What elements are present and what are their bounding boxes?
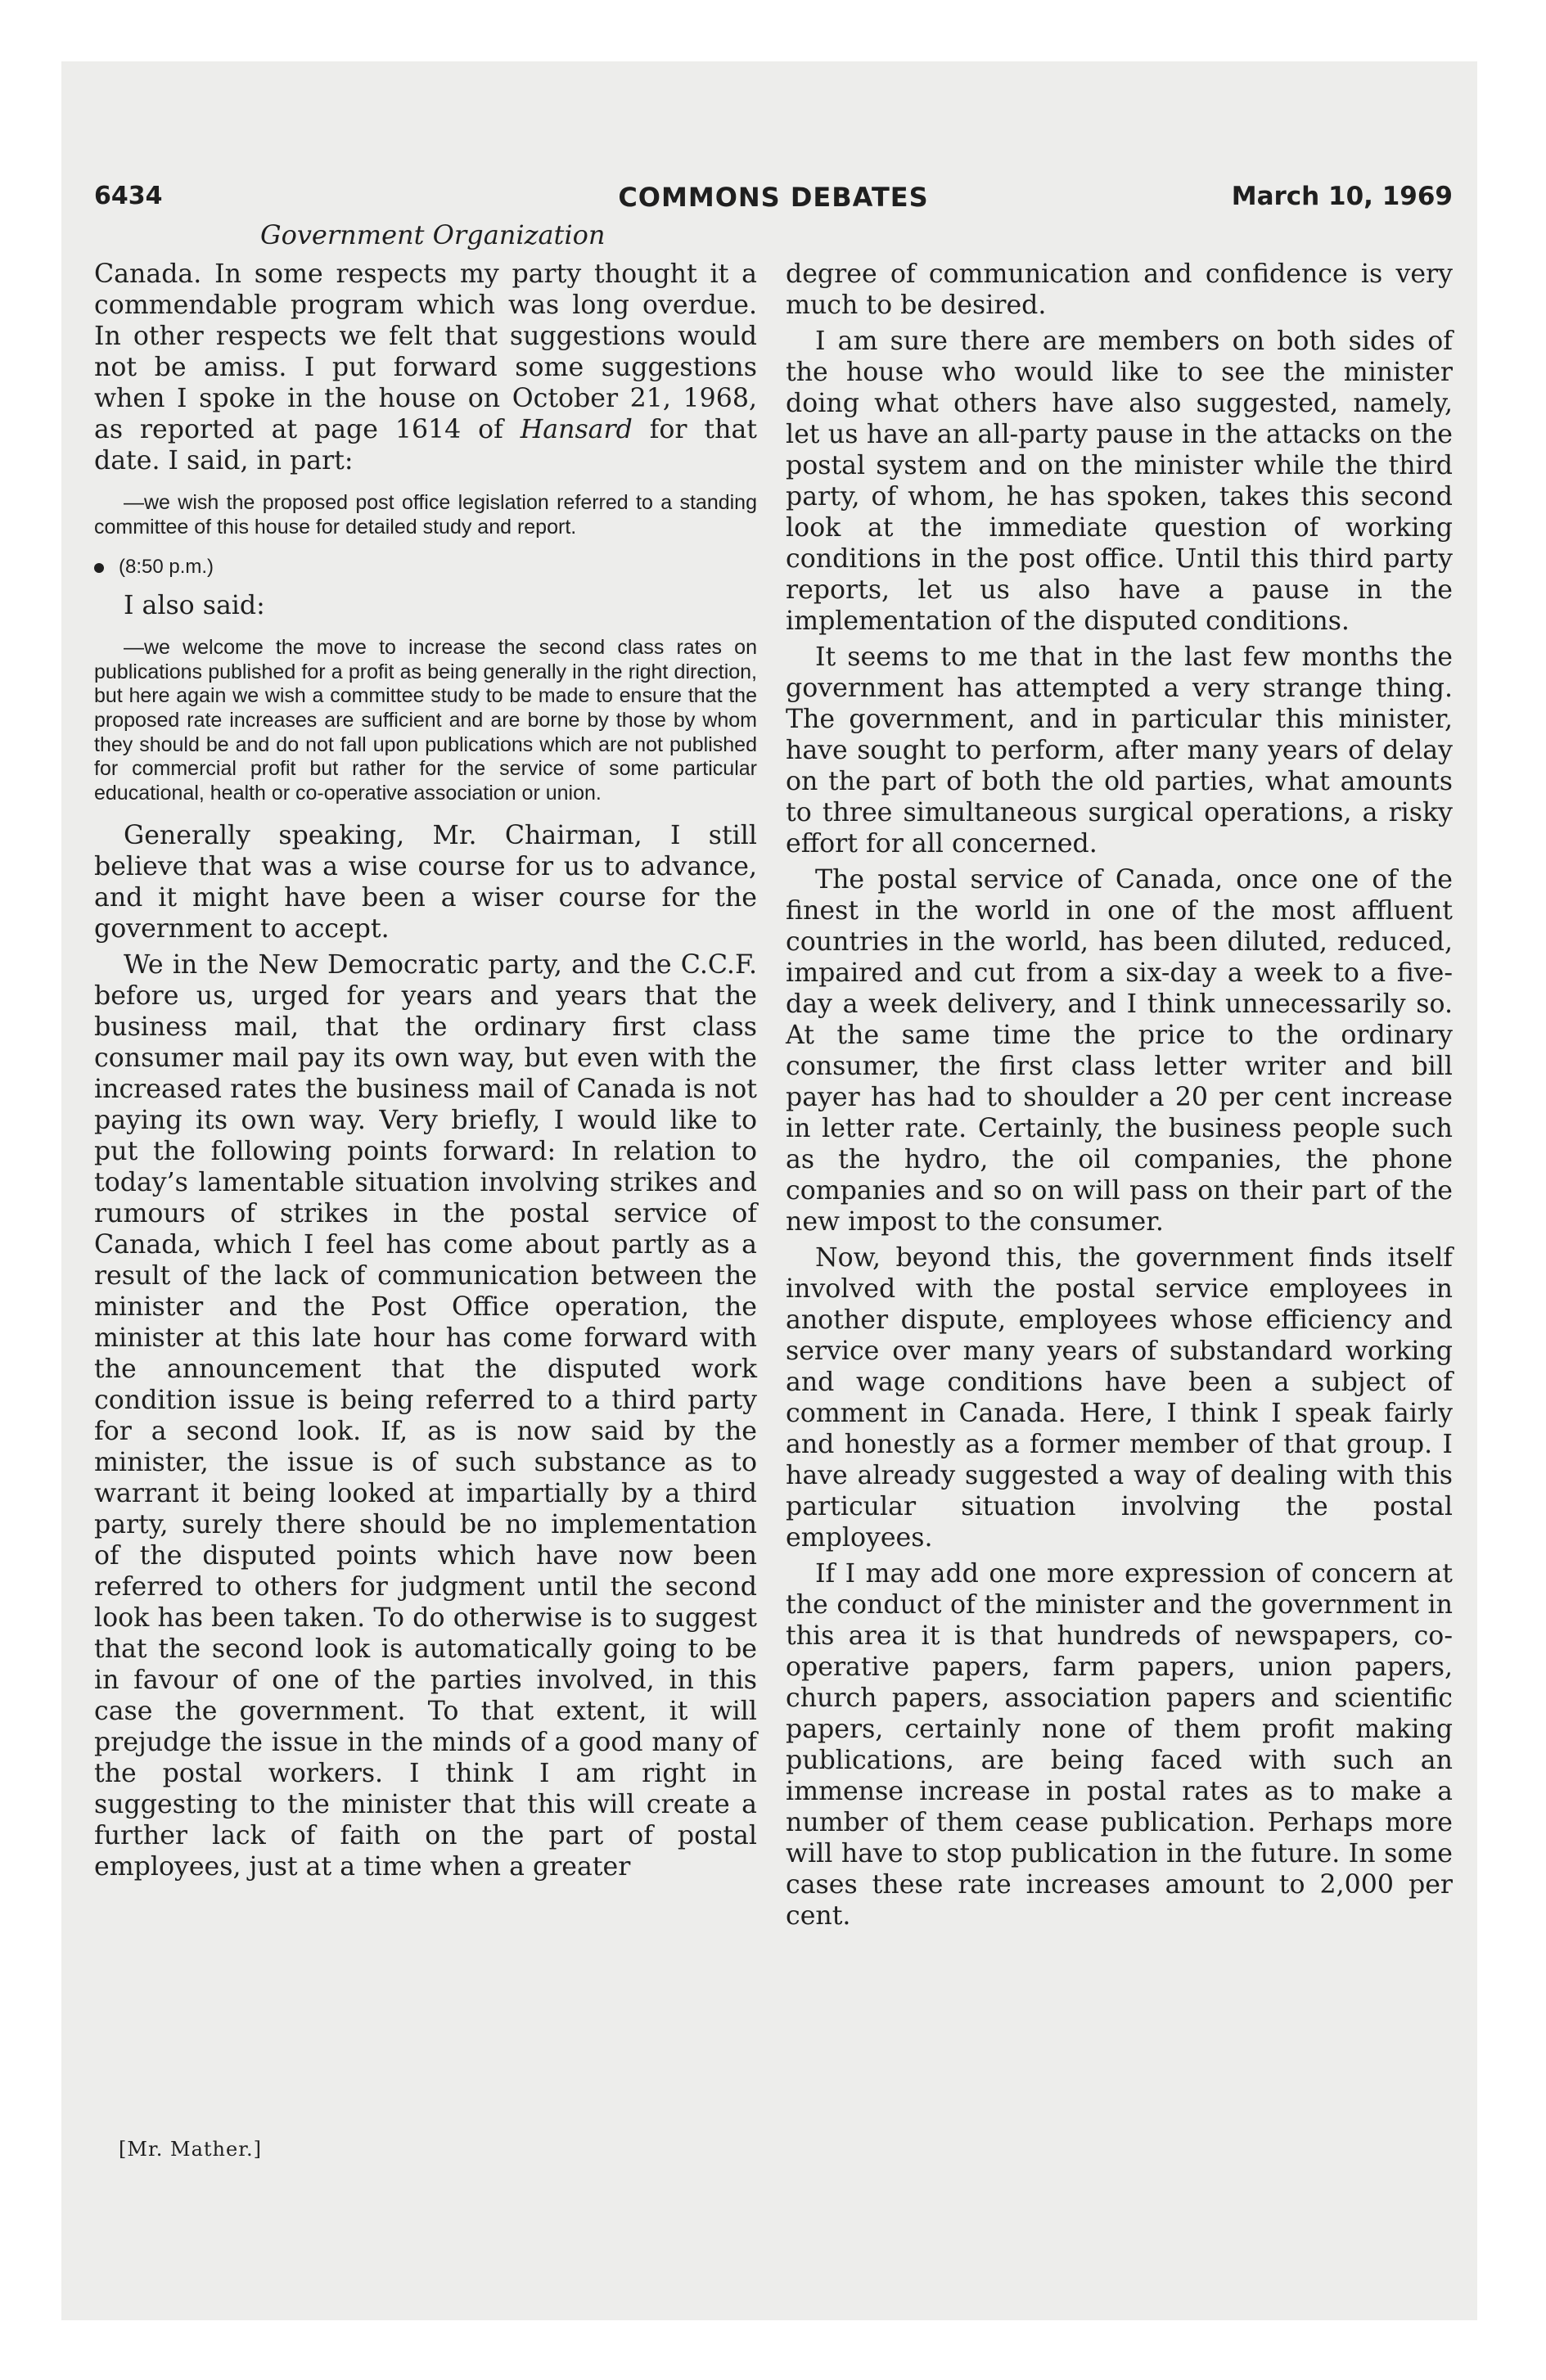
- timestamp-text: (8:50 p.m.): [119, 556, 214, 579]
- paragraph: degree of communication and confidence is very much to be desired.: [786, 259, 1453, 320]
- paragraph-text: for that date. I said, in part:: [94, 415, 757, 476]
- paragraph: Generally speaking, Mr. Chairman, I still believe that was a wise course for us to advance, and it might have been a wiser course for the government to accept.: [94, 821, 757, 944]
- paragraph-text: Canada. In some respects my party thought it a commendable program which was long overdue. In other respects we felt that suggestions would not be amiss. I put forward some suggestions when I spoke in the house on October 21, 1968, as reported at page 1614 of: [94, 259, 757, 444]
- paragraph: [94, 259, 757, 476]
- bullet-icon: [94, 563, 104, 573]
- right-column: [786, 259, 1453, 1936]
- block-quote: —we welcome the move to increase the second class rates on publications published for a profit as being generally in the right direction, but here again we wish a committee study to be made to ensure that the proposed rate increases are sufficient and are borne by those by whom they should be and do not fall upon publications which are not published for commercial profit but rather for the service of some particular educational, health or co-operative association or union.: [94, 636, 757, 805]
- paragraph: Now, beyond this, the government finds itself involved with the postal service employees in another dispute, employees whose efficiency and service over many years of substandard working and wage conditions have been a subject of comment in Canada. Here, I think I speak fairly and honestly as a former member of that group. I have already suggested a way of dealing with this particular situation involving the postal employees.: [786, 1243, 1453, 1553]
- journal-title: COMMONS DEBATES: [618, 182, 929, 213]
- subject-heading: Government Organization: [260, 219, 606, 250]
- timestamp: [94, 556, 757, 579]
- paragraph: The postal service of Canada, once one of the finest in the world in one of the most affluent countries in the world, has been diluted, reduced, impaired and cut from a six-day a week to a five-day a week delivery, and I think unnecessarily so. At the same time the price to the ordinary consumer, the first class letter writer and bill payer has had to shoulder a 20 per cent increase in letter rate. Certainly, the business people such as the hydro, the oil companies, the phone companies and so on will pass on their part of the new impost to the consumer.: [786, 865, 1453, 1237]
- paragraph: If I may add one more expression of concern at the conduct of the minister and the government in this area it is that hundreds of newspapers, co-operative papers, farm papers, union papers, church papers, association papers and scientific papers, certainly none of them profit making publications, are being faced with such an immense increase in postal rates as to make a number of them cease publication. Perhaps more will have to stop publication in the future. In some cases these rate increases amount to 2,000 per cent.: [786, 1559, 1453, 1931]
- block-quote: —we wish the proposed post office legislation referred to a standing committee of this house for detailed study and report.: [94, 491, 757, 539]
- paragraph: We in the New Democratic party, and the C.C.F. before us, urged for years and years that the business mail, that the ordinary first class consumer mail pay its own way, but even with the increased rates the business mail of Canada is not paying its own way. Very briefly, I would like to put the following points forward: In relation to today’s lamentable situation involving strikes and rumours of strikes in the postal service of Canada, which I feel has come about partly as a result of the lack of communication between the minister and the Post Office operation, the minister at this late hour has come forward with the announcement that the disputed work condition issue is being referred to a third party for a second look. If, as is now said by the minister, the issue is of such substance as to warrant it being looked at impartially by a third party, surely there should be no implementation of the disputed points which have now been referred to others for judgment until the second look has been taken. To do otherwise is to suggest that the second look is automatically going to be in favour of one of the parties involved, in this case the government. To that extent, it will prejudge the issue in the minds of a good many of the postal workers. I think I am right in suggesting to the minister that this will create a further lack of faith on the part of postal employees, just at a time when a greater: [94, 950, 757, 1882]
- speaker-footer: [Mr. Mather.]: [119, 2138, 263, 2161]
- paragraph: I also said:: [124, 591, 265, 621]
- page-number: 6434: [94, 182, 163, 210]
- hansard-reference: Hansard: [520, 415, 633, 444]
- paragraph: It seems to me that in the last few months the government has attempted a very strange thing. The government, and in particular this minister, have sought to perform, after many years of delay on the part of both the old parties, what amounts to three simultaneous surgical operations, a risky effort for all concerned.: [786, 642, 1453, 859]
- left-column: [94, 259, 757, 1887]
- page-header: [94, 182, 1453, 223]
- header-date: March 10, 1969: [1231, 182, 1453, 211]
- paragraph: I am sure there are members on both sides of the house who would like to see the minister doing what others have also suggested, namely, let us have an all-party pause in the attacks on the postal system and on the minister while the third party, of whom, he has spoken, takes this second look at the immediate question of working conditions in the post office. Until this third party reports, let us also have a pause in the implementation of the disputed conditions.: [786, 327, 1453, 636]
